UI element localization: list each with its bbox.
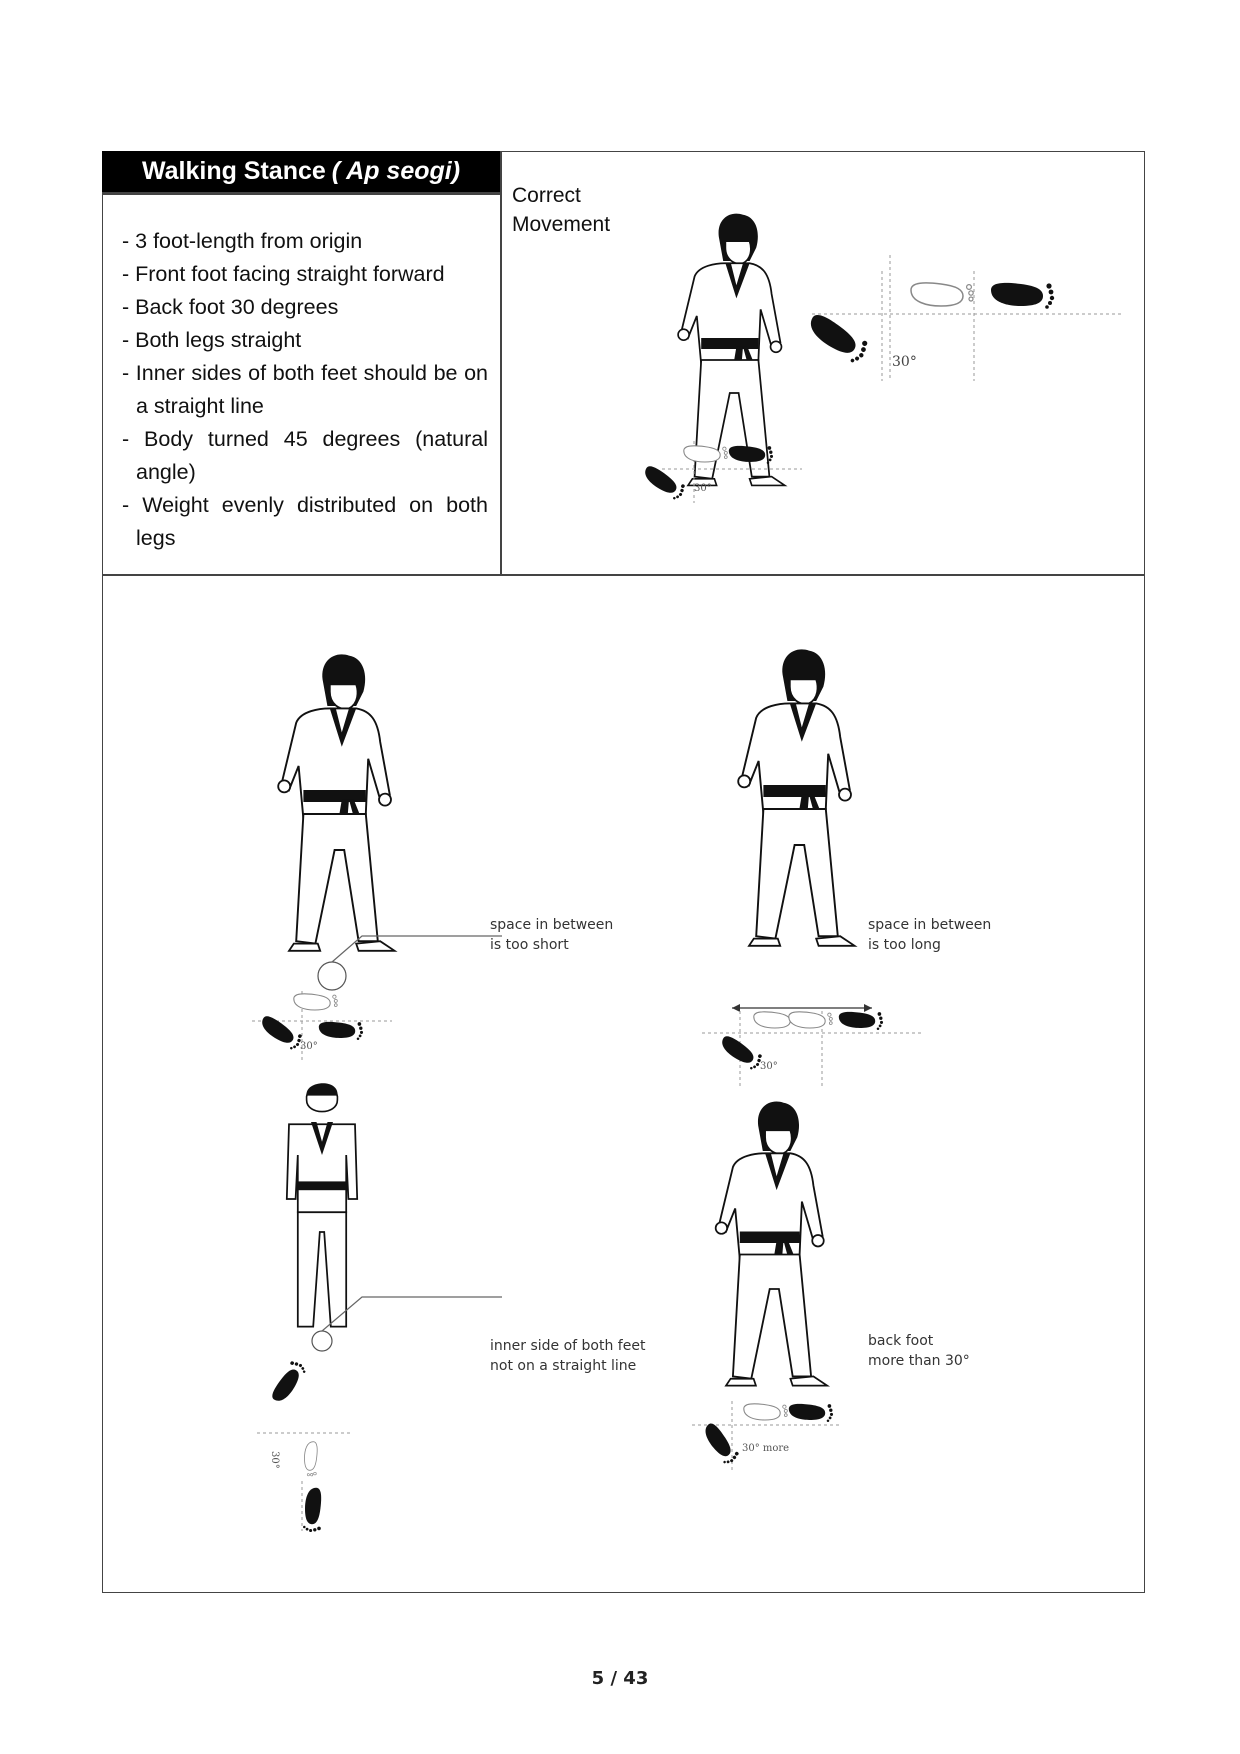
rule-item: - Front foot facing straight forward	[122, 262, 445, 286]
error-not-straight-line	[252, 1111, 512, 1531]
rules-list	[122, 225, 488, 555]
walking-stance-sheet	[102, 151, 1145, 1593]
angle-label: 30°	[300, 1041, 318, 1052]
error-caption: back foot more than 30°	[868, 1333, 970, 1369]
rule-item: - Weight evenly distributed on both legs	[122, 493, 488, 550]
rule-item: - Back foot 30 degrees	[122, 295, 339, 319]
fighter-front-figure	[287, 1083, 357, 1326]
fighter-figure	[678, 214, 785, 486]
error-space-too-long	[662, 671, 962, 1091]
angle-label: 30°	[694, 483, 712, 494]
error-caption: space in between is too long	[868, 917, 992, 953]
fighter-figure	[738, 649, 854, 945]
angle-label: 30° more	[742, 1443, 790, 1454]
column-divider	[500, 151, 502, 574]
large-footprint-diagram	[803, 255, 1122, 381]
rule-item: - 3 foot-length from origin	[122, 229, 363, 253]
section-title	[102, 151, 500, 195]
row-divider	[102, 574, 1145, 576]
small-footprint-diagram	[640, 441, 802, 503]
fighter-figure	[278, 654, 394, 950]
rule-item: - Body turned 45 degrees (natural angle)	[122, 427, 488, 484]
angle-label: 30°	[892, 354, 917, 370]
angle-label: 30°	[269, 1451, 280, 1469]
error-space-too-short	[252, 681, 512, 1081]
error-caption: space in between is too short	[490, 917, 614, 953]
correct-movement-illustration	[622, 191, 1142, 571]
error-caption: inner side of both feet not on a straight line	[490, 1338, 646, 1374]
angle-label: 30°	[760, 1061, 778, 1072]
page-number: 5 / 43	[591, 1668, 649, 1689]
section-title-korean: ( Ap seogi)	[331, 157, 461, 185]
rule-item: - Inner sides of both feet should be on a straight line	[122, 361, 488, 418]
fighter-figure	[716, 1102, 828, 1386]
section-title-text: Walking Stance	[141, 157, 326, 185]
rule-item: - Both legs straight	[122, 328, 302, 352]
correct-movement-label: Correct Movement	[512, 184, 611, 236]
error-back-foot-angle	[662, 1111, 962, 1491]
